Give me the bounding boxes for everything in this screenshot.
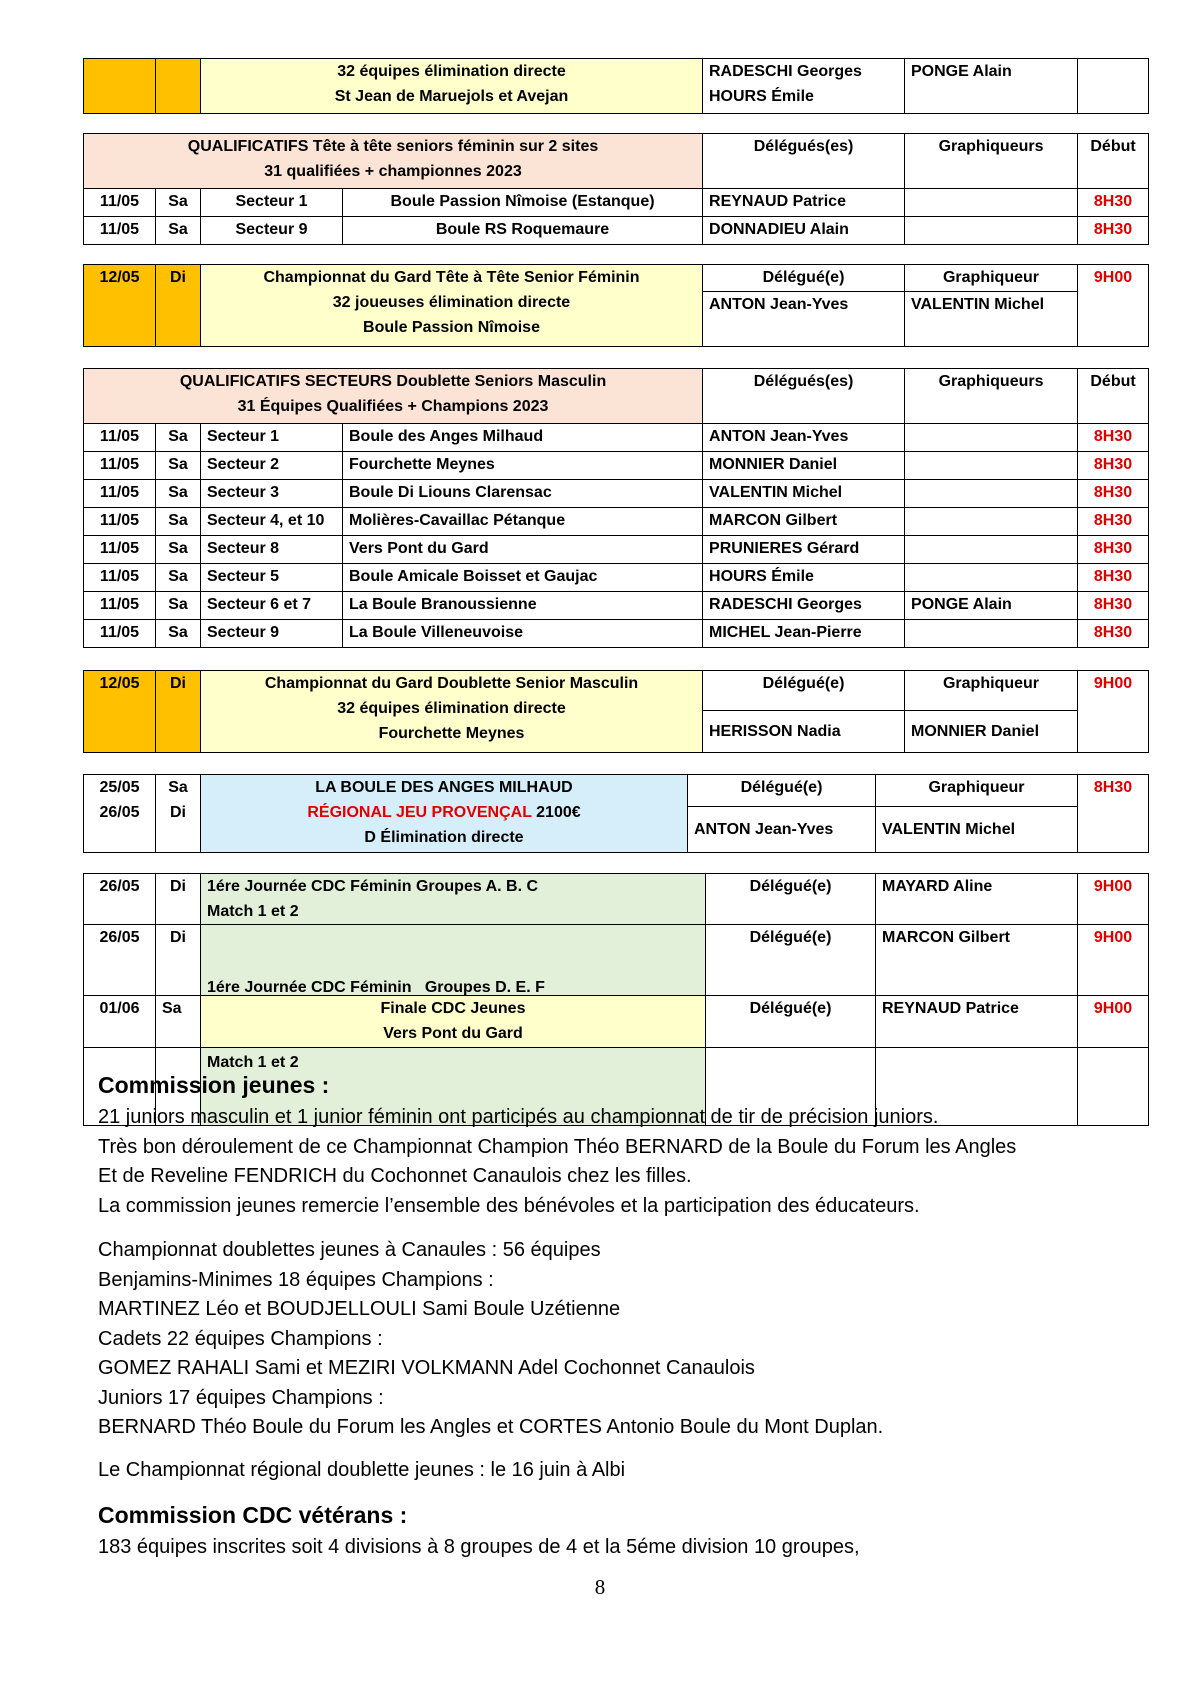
time-cell: 8H30	[1078, 424, 1149, 452]
delegate-cell: REYNAUD Patrice	[876, 996, 1078, 1048]
date-cell: 12/05	[84, 265, 156, 347]
graph-cell	[905, 620, 1078, 648]
text-line: 21 juniors masculin et 1 junior féminin ont participés au championnat de tir de précision juniors.	[98, 1106, 939, 1128]
table-block-6	[83, 774, 1149, 853]
day-cell: Di	[156, 265, 201, 347]
delegate-cell: ANTON Jean-Yves	[703, 424, 905, 452]
delegate-cell: VALENTIN Michel	[703, 480, 905, 508]
section-title-line2: 31 Équipes Qualifiées + Champions 2023	[237, 398, 549, 415]
venue-cell: Boule Di Liouns Clarensac	[343, 480, 703, 508]
date-cell: 11/05	[84, 452, 156, 480]
header-delegue: Délégué(e)	[703, 265, 905, 292]
day-line: Sa	[168, 779, 188, 796]
header-delegue: Délégué(e)	[706, 996, 876, 1048]
time-cell: 8H30	[1078, 217, 1149, 245]
event-title-cell	[201, 775, 688, 853]
delegate-name: RADESCHI Georges	[709, 63, 862, 80]
day-line: Di	[170, 804, 186, 821]
header-graphiqueur: Graphiqueur	[876, 775, 1078, 807]
time-cell: 8H30	[1078, 480, 1149, 508]
table-row	[84, 592, 1149, 620]
sector-cell: Secteur 3	[201, 480, 343, 508]
time-cell: 8H30	[1078, 508, 1149, 536]
day-cell: Sa	[156, 217, 201, 245]
delegate-cell: MARCON Gilbert	[703, 508, 905, 536]
time-cell: 9H00	[1078, 925, 1149, 1126]
text-line: MARTINEZ Léo et BOUDJELLOULI Sami Boule Uzétienne	[98, 1298, 621, 1320]
time-cell: 9H00	[1078, 996, 1149, 1048]
sector-cell: Secteur 8	[201, 536, 343, 564]
table-row	[84, 189, 1149, 217]
table-row	[84, 874, 1149, 925]
date-cell: 11/05	[84, 424, 156, 452]
day-cell: Sa	[156, 592, 201, 620]
delegate-cell: MAYARD Aline	[876, 874, 1078, 925]
delegate-cell: RADESCHI Georges	[703, 592, 905, 620]
graph-cell: VALENTIN Michel	[876, 807, 1078, 853]
table-block-1	[83, 58, 1149, 114]
delegate-name: HOURS Émile	[709, 88, 814, 105]
jeunes-paragraph-3	[98, 1456, 1138, 1486]
graph-cell	[905, 508, 1078, 536]
time-cell: 8H30	[1078, 189, 1149, 217]
section-title-line2: 31 qualifiées + championnes 2023	[264, 163, 522, 180]
header-graphiqueurs: Graphiqueurs	[905, 134, 1078, 189]
time-cell: 8H30	[1078, 564, 1149, 592]
time-cell: 8H30	[1078, 620, 1149, 648]
jeunes-paragraph-1	[98, 1103, 1138, 1221]
venue-cell: La Boule Villeneuvoise	[343, 620, 703, 648]
date-cell: 12/05	[84, 671, 156, 753]
event-title-line1: Finale CDC Jeunes	[380, 1000, 526, 1017]
day-cell	[156, 59, 201, 114]
graph-cell: MONNIER Daniel	[905, 711, 1078, 753]
header-debut: Début	[1078, 134, 1149, 189]
date-cell: 11/05	[84, 217, 156, 245]
event-title-line1: 1ére Journée CDC Féminin Groupes D. E. F	[207, 979, 545, 996]
event-title-line3: Boule Passion Nîmoise	[363, 319, 540, 336]
delegate-cell: REYNAUD Patrice	[703, 189, 905, 217]
time-cell: 9H00	[1078, 874, 1149, 925]
table-block-8	[83, 995, 1149, 1048]
day-cell: Di	[156, 671, 201, 753]
table-row	[84, 564, 1149, 592]
text-line: Championnat doublettes jeunes à Canaules : 56 équipes	[98, 1239, 601, 1261]
venue-cell: Boule Amicale Boisset et Gaujac	[343, 564, 703, 592]
event-title-line1: Championnat du Gard Tête à Tête Senior Féminin	[263, 269, 640, 286]
event-title-line3: Fourchette Meynes	[378, 725, 525, 742]
event-title-line3: D Élimination directe	[364, 829, 524, 846]
sector-cell: Secteur 1	[201, 424, 343, 452]
table-row	[84, 452, 1149, 480]
sector-cell: Secteur 1	[201, 189, 343, 217]
section-heading-cdc: Commission CDC vétérans :	[98, 1502, 408, 1528]
event-title-line1: 1ére Journée CDC Féminin Groupes A. B. C	[207, 878, 539, 895]
day-cell: Sa	[156, 620, 201, 648]
graph-cell	[905, 480, 1078, 508]
table-block-2	[83, 133, 1149, 245]
sector-cell: Secteur 9	[201, 620, 343, 648]
delegate-cell	[703, 59, 905, 114]
time-cell: 9H00	[1078, 265, 1149, 347]
event-title-line2: 32 joueuses élimination directe	[332, 294, 571, 311]
section-title-line1: QUALIFICATIFS Tête à tête seniors féminin sur 2 sites	[187, 138, 599, 155]
graph-cell	[905, 189, 1078, 217]
graph-cell	[905, 564, 1078, 592]
venue-cell: Vers Pont du Gard	[343, 536, 703, 564]
event-title-cell	[201, 59, 703, 114]
time-cell: 9H00	[1078, 671, 1149, 753]
sector-cell: Secteur 6 et 7	[201, 592, 343, 620]
header-delegue: Délégué(e)	[706, 874, 876, 925]
table-row	[84, 424, 1149, 452]
regional-label: RÉGIONAL JEU PROVENÇAL	[307, 804, 532, 821]
section-title-line1: QUALIFICATIFS SECTEURS Doublette Seniors Masculin	[179, 373, 607, 390]
delegate-cell: DONNADIEU Alain	[703, 217, 905, 245]
day-cell: Sa	[156, 189, 201, 217]
graph-cell: VALENTIN Michel	[905, 292, 1078, 347]
graph-cell	[905, 452, 1078, 480]
day-cell: Sa	[156, 564, 201, 592]
delegate-cell: HERISSON Nadia	[703, 711, 905, 753]
section-heading-jeunes: Commission jeunes :	[98, 1072, 330, 1098]
date-cell: 11/05	[84, 508, 156, 536]
time-cell: 8H30	[1078, 592, 1149, 620]
header-delegues: Délégués(es)	[703, 134, 905, 189]
day-cell: Sa	[156, 508, 201, 536]
venue-cell: Boule RS Roquemaure	[343, 217, 703, 245]
day-cell: Di	[156, 925, 201, 1126]
date-cell: 11/05	[84, 480, 156, 508]
header-delegue: Délégué(e)	[688, 775, 876, 807]
page-number: 8	[594, 1575, 606, 1599]
prize-amount: 2100€	[531, 804, 581, 821]
venue-cell: Boule Passion Nîmoise (Estanque)	[343, 189, 703, 217]
table-row	[84, 508, 1149, 536]
venue-cell: Boule des Anges Milhaud	[343, 424, 703, 452]
text-line: GOMEZ RAHALI Sami et MEZIRI VOLKMANN Adel Cochonnet Canaulois	[98, 1357, 755, 1379]
event-title-cell	[201, 996, 706, 1048]
text-line: Le Championnat régional doublette jeunes : le 16 juin à Albi	[98, 1459, 626, 1481]
event-title-line2	[207, 800, 681, 825]
event-title-line2: Match 1 et 2	[207, 1054, 299, 1071]
date-cell: 01/06	[84, 996, 156, 1048]
day-cell: Sa	[156, 996, 201, 1048]
delegate-cell: ANTON Jean-Yves	[688, 807, 876, 853]
header-graphiqueur: Graphiqueur	[905, 265, 1078, 292]
delegate-cell: HOURS Émile	[703, 564, 905, 592]
date-cell: 11/05	[84, 592, 156, 620]
jeunes-paragraph-2	[98, 1236, 1138, 1443]
sector-cell: Secteur 2	[201, 452, 343, 480]
event-title-cell	[201, 874, 706, 925]
graph-cell: PONGE Alain	[905, 59, 1078, 114]
table-block-5	[83, 670, 1149, 753]
time-cell: 8H30	[1078, 536, 1149, 564]
date-line: 26/05	[99, 804, 140, 821]
table-row	[84, 480, 1149, 508]
date-line: 25/05	[99, 779, 140, 796]
text-line: Et de Reveline FENDRICH du Cochonnet Canaulois chez les filles.	[98, 1165, 692, 1187]
table-block-4	[83, 368, 1149, 648]
event-title-line2: Match 1 et 2	[207, 903, 299, 920]
graph-cell: PONGE Alain	[905, 592, 1078, 620]
delegate-cell: MICHEL Jean-Pierre	[703, 620, 905, 648]
graph-cell	[905, 536, 1078, 564]
date-cell: 26/05	[84, 874, 156, 925]
day-cell: Sa	[156, 424, 201, 452]
day-cell: Sa	[156, 480, 201, 508]
venue-cell: Molières-Cavaillac Pétanque	[343, 508, 703, 536]
time-cell	[1078, 59, 1149, 114]
sector-cell: Secteur 9	[201, 217, 343, 245]
table-row	[84, 217, 1149, 245]
date-cell	[84, 775, 156, 853]
day-cell	[156, 775, 201, 853]
venue-cell: La Boule Branoussienne	[343, 592, 703, 620]
date-cell: 11/05	[84, 536, 156, 564]
section-title-cell	[84, 134, 703, 189]
date-cell: 11/05	[84, 564, 156, 592]
graph-cell	[905, 217, 1078, 245]
date-cell: 11/05	[84, 620, 156, 648]
table-row	[84, 536, 1149, 564]
date-cell: 26/05	[84, 925, 156, 1126]
graph-cell	[905, 424, 1078, 452]
event-title-line2: St Jean de Maruejols et Avejan	[334, 88, 569, 105]
event-title-cell	[201, 265, 703, 347]
text-line: 183 équipes inscrites soit 4 divisions à 8 groupes de 4 et la 5éme division 10 groupes,	[98, 1536, 860, 1558]
header-graphiqueur: Graphiqueur	[905, 671, 1078, 711]
date-cell	[84, 59, 156, 114]
time-cell: 8H30	[1078, 775, 1149, 853]
sector-cell: Secteur 4, et 10	[201, 508, 343, 536]
text-line: Benjamins-Minimes 18 équipes Champions :	[98, 1268, 494, 1291]
header-delegue: Délégué(e)	[703, 671, 905, 711]
day-cell: Sa	[156, 536, 201, 564]
event-title-cell	[201, 671, 703, 753]
text-line: Très bon déroulement de ce Championnat Champion Théo BERNARD de la Boule du Forum les Angles	[98, 1135, 1017, 1158]
day-cell: Di	[156, 874, 201, 925]
event-title-line1: LA BOULE DES ANGES MILHAUD	[315, 779, 573, 796]
venue-cell: Fourchette Meynes	[343, 452, 703, 480]
text-line: Cadets 22 équipes Champions :	[98, 1327, 383, 1350]
text-line: BERNARD Théo Boule du Forum les Angles et CORTES Antonio Boule du Mont Duplan.	[98, 1416, 884, 1438]
delegate-cell: PRUNIERES Gérard	[703, 536, 905, 564]
header-debut: Début	[1078, 369, 1149, 424]
cdc-paragraph	[98, 1533, 1138, 1563]
text-line: Juniors 17 équipes Champions :	[98, 1386, 384, 1409]
day-cell: Sa	[156, 452, 201, 480]
delegate-cell: ANTON Jean-Yves	[703, 292, 905, 347]
date-cell: 11/05	[84, 189, 156, 217]
header-graphiqueurs: Graphiqueurs	[905, 369, 1078, 424]
event-title-line1: Championnat du Gard Doublette Senior Masculin	[264, 675, 639, 692]
event-title-line2: Vers Pont du Gard	[383, 1025, 523, 1042]
delegate-cell: MARCON Gilbert	[876, 925, 1078, 1126]
delegate-cell: MONNIER Daniel	[703, 452, 905, 480]
header-delegue: Délégué(e)	[706, 925, 876, 1126]
time-cell: 8H30	[1078, 452, 1149, 480]
sector-cell: Secteur 5	[201, 564, 343, 592]
table-row	[84, 620, 1149, 648]
event-title-line1: 32 équipes élimination directe	[337, 63, 566, 80]
section-title-cell	[84, 369, 703, 424]
event-title-line2: 32 équipes élimination directe	[337, 700, 566, 717]
text-line: La commission jeunes remercie l’ensemble des bénévoles et la participation des éducateurs.	[98, 1194, 920, 1217]
table-block-3	[83, 264, 1149, 347]
header-delegues: Délégués(es)	[703, 369, 905, 424]
